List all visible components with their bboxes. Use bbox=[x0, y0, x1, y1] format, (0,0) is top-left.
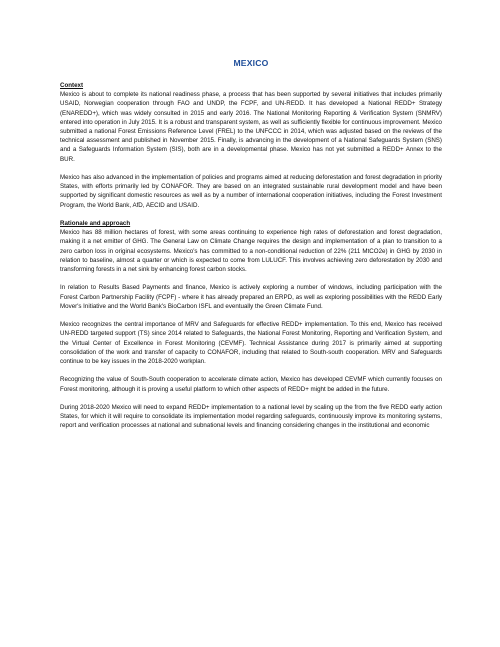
section-context bbox=[60, 81, 442, 210]
paragraph: During 2018-2020 Mexico will need to expand REDD+ implementation to a national level by scaling up the from the five REDD early action States, for which it will require to consolidate its implementation model regarding safeguards, continuously improve its monitoring systems, report and verification processes at national and subnational levels and financing considering changes in the institutional and economic bbox=[60, 404, 442, 430]
section-rationale-and-approach bbox=[60, 219, 442, 431]
document-title: MEXICO bbox=[233, 58, 269, 68]
paragraph: Mexico is about to complete its national readiness phase, a process that has been supported by several initiatives that includes primarily USAID, Norwegian cooperation through FAO and UNDP, the FCPF, and UN-REDD. It has developed a National REDD+ Strategy (ENAREDD+), which was widely consulted in 2015 and early 2016. The National Monitoring Reporting & Verification System (SNMRV) entered into operation in July 2015. It is a robust and transparent system, as well as sufficiently flexible for continuous improvement. Mexico submitted a national Forest Emissions Reference Level (FREL) to the UNFCCC in 2014, which was adjusted based on the reviews of the technical assessment and published in November 2015. Finally, is advancing in the development of a National Safeguards System (SNS) and a Safeguards Information System (SIS), both are in a developmental phase. Mexico has not yet submitted a REDD+ Annex to the BUR. bbox=[60, 91, 442, 163]
paragraph: Mexico recognizes the central importance of MRV and Safeguards for effective REDD+ implementation. To this end, Mexico has received UN-REDD targeted support (TS) since 2014 related to Safeguards, the National Forest Monitoring, Reporting and Verification System, and the Virtual Center of Excellence in Forest Monitoring (CEVMF). Technical Assistance during 2017 is primarily aimed at supporting consolidation of the work and transfer of capacity to CONAFOR, including that related to South-south cooperation. MRV and Safeguards continue to be key issues in the 2018-2020 workplan. bbox=[60, 321, 442, 366]
paragraph: Mexico has 88 million hectares of forest, with some areas continuing to experience high rates of deforestation and forest degradation, making it a net emitter of GHG. The General Law on Climate Change requires the design and implementation of a plan to transition to a zero carbon loss in original ecosystems. Mexico's has committed to a non-conditional reduction of 22% (211 MtCO2e) in GHG by 2030 in relation to baseline, almost a quarter or which is expected to come from LULUCF. This involves achieving zero deforestation by 2030 and transforming forests in a net sink by enhancing forest carbon stocks. bbox=[60, 229, 442, 274]
paragraph: In relation to Results Based Payments and finance, Mexico is actively exploring a number of windows, including participation with the Forest Carbon Partnership Facility (FCPF) - where it has already prepared an ERPD, as well as exploring possibilities with the REDD Early Mover's Initiative and the World Bank's BioCarbon ISFL and eventually the Green Climate Fund. bbox=[60, 284, 442, 310]
section-heading-rationale: Rationale and approach bbox=[60, 220, 131, 228]
document-page bbox=[60, 58, 442, 431]
paragraph: Recognizing the value of South-South cooperation to accelerate climate action, Mexico has developed CEVMF which currently focuses on Forest monitoring, although it is proving a useful platform to which other aspects of REDD+ might be added in the future. bbox=[60, 376, 442, 393]
section-heading-context: Context bbox=[60, 82, 84, 89]
paragraph: Mexico has also advanced in the implementation of policies and programs aimed at reducing deforestation and forest degradation in priority States, with efforts primarily led by CONAFOR. They are based on an integrated sustainable rural development model and have been supported by significant domestic resources as well as by a number of international cooperation initiatives, including the Forest Investment Program, the World Bank, AfD, AECID and USAID. bbox=[60, 174, 442, 209]
